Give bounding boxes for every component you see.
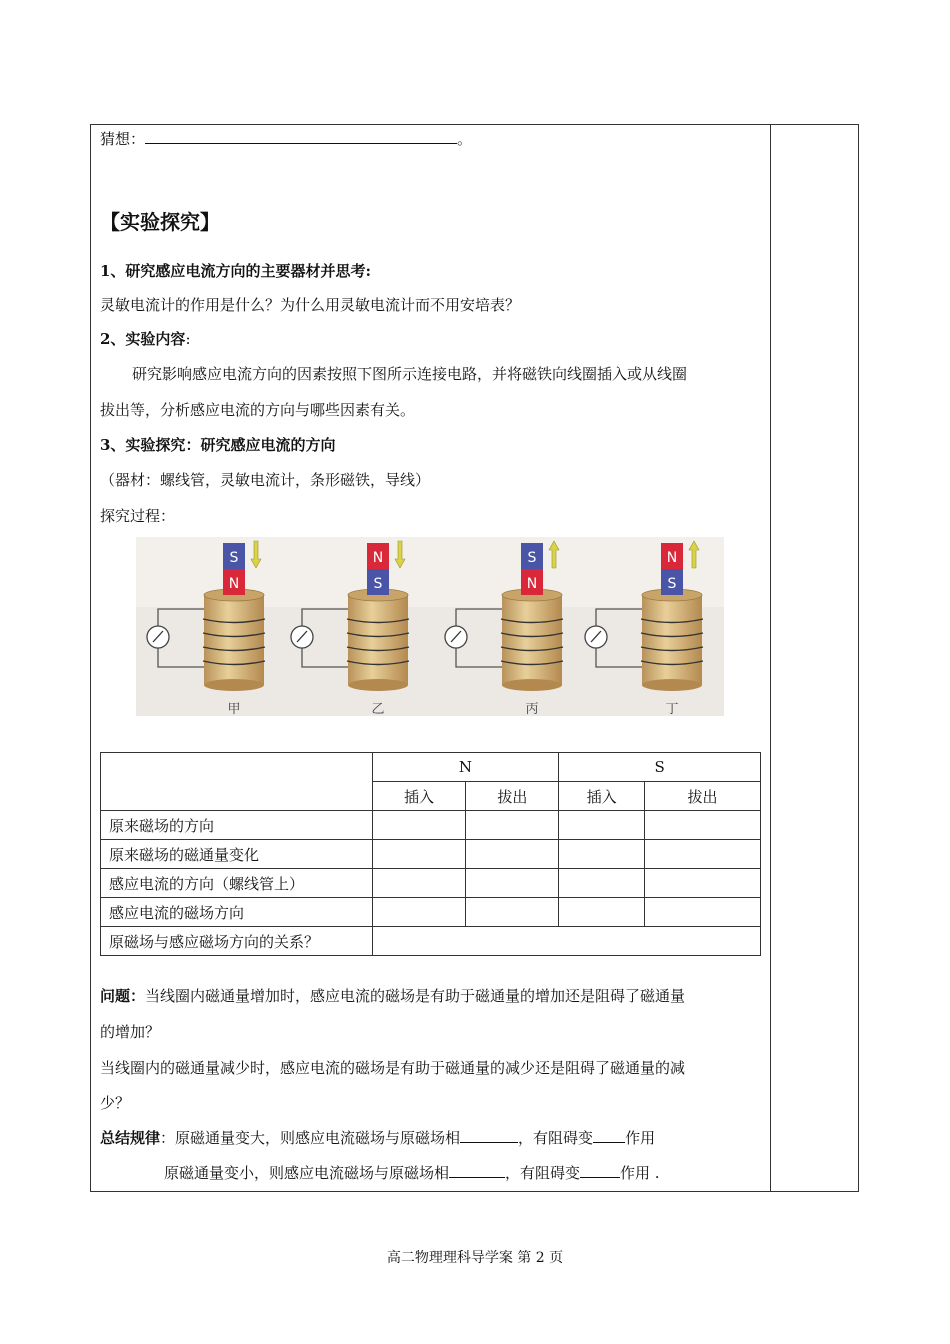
guess-blank[interactable]	[145, 129, 457, 144]
summary-text: 作用 .	[620, 1164, 660, 1182]
item1-text: 灵敏电流计的作用是什么？为什么用灵敏电流计而不用安培表？	[100, 296, 521, 314]
answer-cell[interactable]	[645, 898, 761, 927]
panel-caption: 甲	[227, 702, 241, 716]
guess-line	[100, 129, 472, 149]
summary-text: 原磁通量变大，则感应电流磁场与原磁场相	[175, 1129, 461, 1147]
answer-cell[interactable]	[559, 898, 645, 927]
answer-cell[interactable]	[372, 840, 466, 869]
question-line-4: 少？	[100, 1094, 131, 1112]
solenoid-base	[502, 679, 562, 691]
summary-blank[interactable]	[580, 1163, 620, 1178]
table-row	[101, 927, 761, 956]
table-corner	[101, 753, 373, 811]
answer-cell[interactable]	[372, 811, 466, 840]
section-title: 【实验探究】	[100, 210, 220, 234]
solenoid-body	[348, 595, 408, 685]
row-label: 原来磁场的方向	[101, 811, 373, 840]
magnet-top-pole-label: S	[527, 550, 537, 566]
answer-cell[interactable]	[466, 811, 559, 840]
answer-cell[interactable]	[559, 840, 645, 869]
subheader-pull: 拔出	[466, 782, 559, 811]
answer-cell[interactable]	[372, 898, 466, 927]
summary-colon: ：	[160, 1129, 176, 1147]
item2-text-1: 研究影响感应电流方向的因素按照下图所示连接电路，并将磁铁向线圈插入或从线圈	[132, 365, 688, 383]
summary-line-1	[100, 1128, 655, 1148]
question-line-3: 当线圈内的磁通量减少时，感应电流的磁场是有助于磁通量的减少还是阻碍了磁通量的减	[100, 1059, 686, 1077]
summary-blank[interactable]	[449, 1163, 505, 1178]
item2-colon: :	[185, 330, 191, 348]
header-n: N	[372, 753, 559, 782]
answer-cell[interactable]	[466, 869, 559, 898]
table-row	[101, 898, 761, 927]
item3-title: 3、实验探究：研究感应电流的方向	[100, 436, 336, 454]
answer-cell[interactable]	[645, 811, 761, 840]
question-text-1: 当线圈内磁通量增加时，感应电流的磁场是有助于磁通量的增加还是阻碍了磁通量	[145, 987, 686, 1005]
magnet-top-pole-label: S	[229, 550, 239, 566]
summary-blank[interactable]	[460, 1128, 518, 1143]
question-line-1	[100, 986, 685, 1006]
item3-materials: （器材：螺线管，灵敏电流计，条形磁铁，导线）	[100, 471, 431, 489]
guess-end: 。	[457, 130, 473, 148]
panel-caption: 丁	[665, 702, 679, 716]
item1-title: 1、研究感应电流方向的主要器材并思考:	[100, 262, 371, 280]
answer-cell[interactable]	[559, 811, 645, 840]
summary-text: ，有阻碍变	[505, 1164, 581, 1182]
item2-text-2: 拔出等，分析感应电流的方向与哪些因素有关。	[100, 401, 416, 419]
header-s: S	[559, 753, 761, 782]
table-row	[101, 840, 761, 869]
magnet-bottom-pole-label: N	[228, 576, 240, 592]
summary-blank[interactable]	[593, 1128, 625, 1143]
row-label: 原磁场与感应磁场方向的关系？	[101, 927, 373, 956]
solenoid-base	[642, 679, 702, 691]
guess-label: 猜想：	[100, 130, 146, 148]
row-label: 原来磁场的磁通量变化	[101, 840, 373, 869]
magnet-bottom-pole-label: S	[667, 576, 677, 592]
experiment-figure	[136, 537, 724, 716]
subheader-insert: 插入	[372, 782, 466, 811]
solenoid-body	[642, 595, 702, 685]
margin-column-divider	[770, 125, 771, 1191]
answer-cell[interactable]	[466, 898, 559, 927]
summary-text: ，有阻碍变	[518, 1129, 594, 1147]
row-label: 感应电流的磁场方向	[101, 898, 373, 927]
summary-text: 作用	[625, 1129, 656, 1147]
answer-cell[interactable]	[645, 869, 761, 898]
magnet-bottom-pole-label: N	[526, 576, 538, 592]
subheader-insert: 插入	[559, 782, 645, 811]
solenoid-base	[204, 679, 264, 691]
summary-text: 原磁通量变小，则感应电流磁场与原磁场相	[164, 1164, 450, 1182]
magnet-bottom-pole-label: S	[373, 576, 383, 592]
solenoid-body	[204, 595, 264, 685]
table-row	[101, 811, 761, 840]
answer-cell[interactable]	[466, 840, 559, 869]
summary-line-2	[164, 1163, 660, 1183]
panel-caption: 乙	[371, 702, 385, 716]
answer-cell[interactable]	[645, 840, 761, 869]
observation-table	[100, 752, 761, 956]
answer-cell[interactable]	[372, 869, 466, 898]
panel-caption: 丙	[525, 702, 539, 716]
solenoid-body	[502, 595, 562, 685]
item2-title: 2、实验内容	[100, 330, 186, 348]
question-line-2: 的增加？	[100, 1023, 161, 1041]
summary-label: 总结规律	[100, 1129, 161, 1147]
answer-cell[interactable]	[559, 869, 645, 898]
item3-process: 探究过程：	[100, 507, 176, 525]
page-footer: 高二物理理科导学案 第 2 页	[386, 1250, 564, 1266]
subheader-pull: 拔出	[645, 782, 761, 811]
magnet-top-pole-label: N	[666, 550, 678, 566]
item2-title-line	[100, 329, 191, 349]
magnet-top-pole-label: N	[372, 550, 384, 566]
solenoid-base	[348, 679, 408, 691]
table-row	[101, 869, 761, 898]
answer-cell-wide[interactable]	[372, 927, 760, 956]
question-label: 问题：	[100, 987, 146, 1005]
row-label: 感应电流的方向（螺线管上）	[101, 869, 373, 898]
